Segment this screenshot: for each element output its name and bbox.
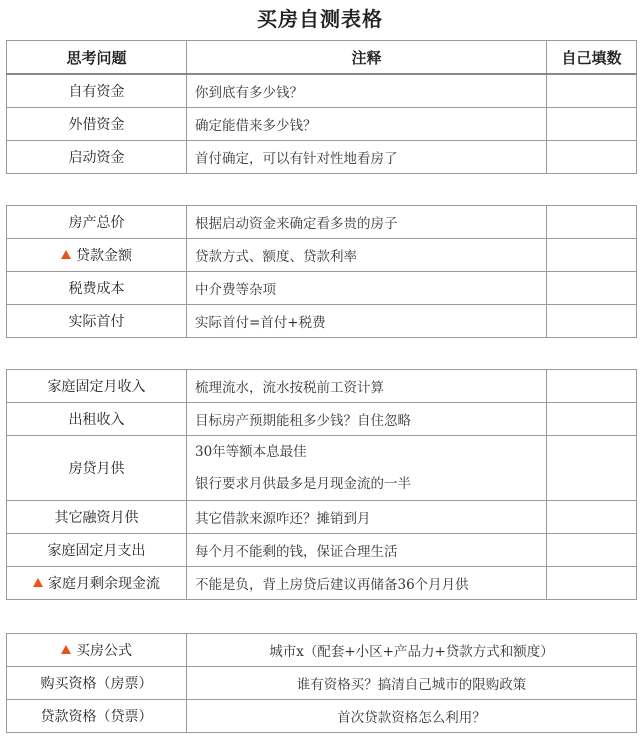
section-divider [7,174,637,206]
table-row [7,634,637,667]
header-note: 注释 [187,41,547,75]
table-row [7,436,637,501]
note-line: 银行要求月供最多是月现金流的一半 [195,476,411,492]
fill-cell[interactable] [547,108,637,141]
note-line: 30年等额本息最佳 [195,444,307,460]
fill-cell[interactable] [547,370,637,403]
question-cell: 家庭固定月收入 [7,370,187,403]
question-cell: 其它融资月供 [7,501,187,534]
note-cell: 梳理流水，流水按税前工资计算 [187,370,547,403]
warning-triangle-icon [33,578,43,587]
note-cell: 贷款方式、额度、贷款利率 [187,239,547,272]
note-cell: 中介费等杂项 [187,272,547,305]
note-cell: 首付确定，可以有针对性地看房了 [187,141,547,174]
fill-cell[interactable] [547,305,637,338]
note-cell: 城市x（配套+小区+产品力+贷款方式和额度） [187,634,637,667]
question-cell: 出租收入 [7,403,187,436]
table-row [7,403,637,436]
note-cell: 实际首付=首付+税费 [187,305,547,338]
question-cell: 实际首付 [7,305,187,338]
question-cell [7,567,187,600]
table-header-row [7,41,637,75]
table-row [7,141,637,174]
fill-cell[interactable] [547,239,637,272]
question-cell: 购买资格（房票） [7,667,187,700]
question-label: 贷款金额 [76,248,132,264]
question-cell: 房贷月供 [7,436,187,501]
table-row [7,534,637,567]
question-cell: 自有资金 [7,74,187,108]
fill-cell[interactable] [547,141,637,174]
note-cell: 谁有资格买？搞清自己城市的限购政策 [187,667,637,700]
table-row [7,74,637,108]
note-cell [187,436,547,501]
fill-cell[interactable] [547,501,637,534]
question-cell [7,239,187,272]
warning-triangle-icon [61,645,71,654]
question-label: 买房公式 [76,643,132,659]
note-cell: 确定能借来多少钱？ [187,108,547,141]
table-row [7,272,637,305]
fill-cell[interactable] [547,436,637,501]
warning-triangle-icon [61,250,71,259]
fill-cell[interactable] [547,74,637,108]
fill-cell[interactable] [547,534,637,567]
header-fill: 自己填数 [547,41,637,75]
question-cell: 外借资金 [7,108,187,141]
table-row [7,370,637,403]
note-cell: 其它借款来源咋还？摊销到月 [187,501,547,534]
table-row [7,501,637,534]
table-row [7,567,637,600]
self-test-table [6,40,637,733]
fill-cell[interactable] [547,403,637,436]
note-cell: 目标房产预期能租多少钱？自住忽略 [187,403,547,436]
header-question: 思考问题 [7,41,187,75]
table-row [7,206,637,239]
question-cell: 房产总价 [7,206,187,239]
note-cell: 你到底有多少钱？ [187,74,547,108]
question-cell: 税费成本 [7,272,187,305]
table-row [7,700,637,733]
fill-cell[interactable] [547,206,637,239]
table-row [7,667,637,700]
question-cell: 家庭固定月支出 [7,534,187,567]
note-cell: 首次贷款资格怎么利用？ [187,700,637,733]
table-row [7,239,637,272]
note-cell: 不能是负，背上房贷后建议再储备36个月月供 [187,567,547,600]
question-cell: 贷款资格（贷票） [7,700,187,733]
table-row [7,305,637,338]
question-cell [7,634,187,667]
page-title: 买房自测表格 [257,7,383,31]
question-label: 家庭月剩余现金流 [48,576,160,592]
note-cell: 根据启动资金来确定看多贵的房子 [187,206,547,239]
table-row [7,108,637,141]
fill-cell[interactable] [547,567,637,600]
section-divider [7,338,637,370]
section-divider [7,600,637,634]
note-cell: 每个月不能剩的钱，保证合理生活 [187,534,547,567]
fill-cell[interactable] [547,272,637,305]
question-cell: 启动资金 [7,141,187,174]
